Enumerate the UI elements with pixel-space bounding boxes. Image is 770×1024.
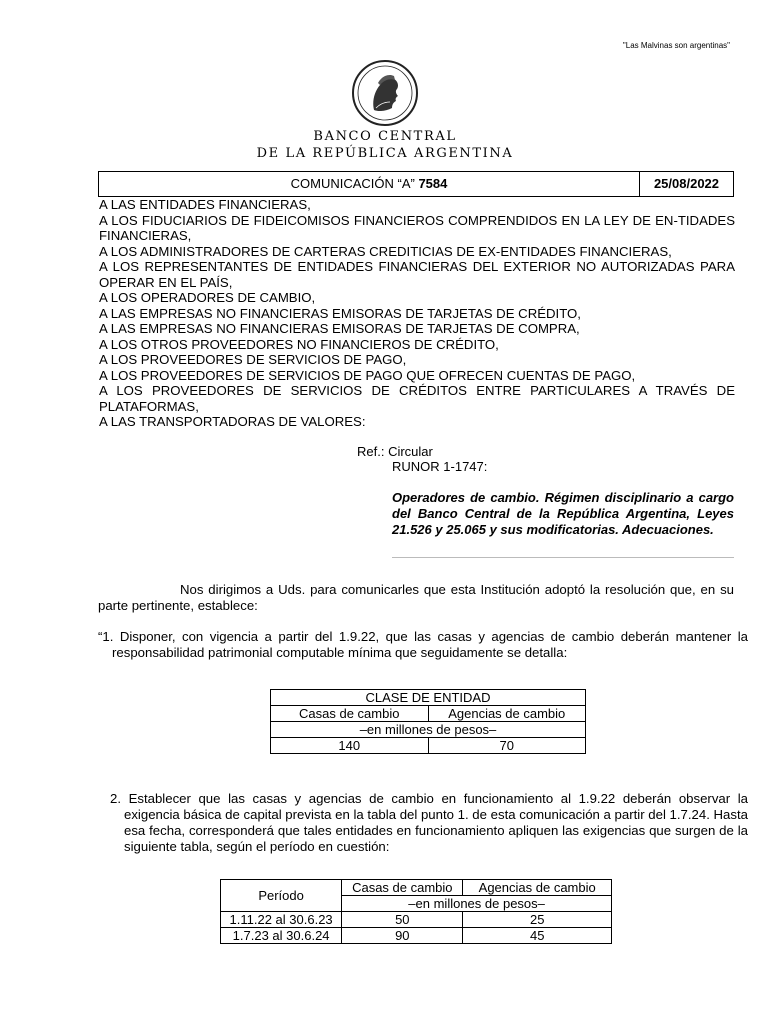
reference-title: Operadores de cambio. Régimen disciplinario a cargo del Banco Central de la República Argentina, Leyes 21.526 y 25.065 y sus modificatorias. Adecuaciones. (392, 490, 734, 537)
transition-requirements-table (220, 879, 612, 944)
casas-cell: 50 (342, 912, 463, 928)
recipient-item: A LOS PROVEEDORES DE SERVICIOS DE CRÉDITOS ENTRE PARTICULARES A TRAVÉS DE PLATAFORMAS, (99, 383, 735, 414)
agencias-cell: 45 (463, 928, 612, 944)
period-cell: 1.7.23 al 30.6.24 (221, 928, 342, 944)
recipient-item: A LOS FIDUCIARIOS DE FIDEICOMISOS FINANCIEROS COMPRENDIDOS EN LA LEY DE EN-TIDADES FINANCIERAS, (99, 212, 735, 243)
recipient-item: A LAS ENTIDADES FINANCIERAS, (99, 197, 311, 212)
agencias-cell: 25 (463, 912, 612, 928)
point-1-paragraph: “1. Disponer, con vigencia a partir del 1.9.22, que las casas y agencias de cambio deberán mantener la responsabilidad patrimonial computable mínima que seguidamente se detalla: (98, 629, 748, 660)
casas-cell: 90 (342, 928, 463, 944)
bank-name-line2: DE LA REPÚBLICA ARGENTINA (256, 146, 514, 161)
recipient-item: A LOS OTROS PROVEEDORES NO FINANCIEROS DE CRÉDITO, (99, 336, 499, 352)
recipient-item: A LAS EMPRESAS NO FINANCIERAS EMISORAS DE TARJETAS DE COMPRA, (99, 321, 580, 336)
table-title: CLASE DE ENTIDAD (271, 690, 586, 706)
column-header-agencias: Agencias de cambio (428, 706, 586, 722)
recipient-item: A LAS TRANSPORTADORAS DE VALORES: (99, 414, 366, 429)
recipient-item: A LOS PROVEEDORES DE SERVICIOS DE PAGO, (99, 352, 407, 367)
communication-date: 25/08/2022 (653, 176, 720, 191)
reference-number: RUNOR 1-1747: (392, 459, 488, 474)
value-agencias: 70 (428, 738, 586, 754)
column-header-casas: Casas de cambio (271, 706, 429, 722)
column-header-casas: Casas de cambio (342, 880, 463, 896)
unit-row: –en millones de pesos– (342, 896, 612, 912)
communication-number: 7584 (418, 176, 448, 191)
column-header-period: Período (221, 880, 342, 912)
communication-title (99, 172, 640, 196)
value-casas: 140 (271, 738, 429, 754)
reference-divider (392, 557, 734, 558)
recipients-list (99, 197, 735, 430)
motto: "Las Malvinas son argentinas" (622, 41, 730, 50)
recipient-item: A LOS ADMINISTRADORES DE CARTERAS CREDITICIAS DE EX-ENTIDADES FINANCIERAS, (99, 243, 672, 259)
unit-row: –en millones de pesos– (271, 722, 586, 738)
reference-prefix: Ref.: Circular (357, 444, 433, 459)
column-header-agencias: Agencias de cambio (463, 880, 612, 896)
communication-header (98, 171, 734, 197)
point-2-paragraph: 2. Establecer que las casas y agencias de cambio en funcionamiento al 1.9.22 deberán observar la exigencia básica de capital prevista en la tabla del punto 1. de esta comunicación a partir del 1.7.24. Hasta esa fecha, corresponderá que tales entidades en funcionamiento apliquen las exigencias que surgen de la siguiente tabla, según el período en cuestión: (110, 791, 748, 854)
recipient-item: A LOS OPERADORES DE CAMBIO, (99, 290, 316, 305)
period-cell: 1.11.22 al 30.6.23 (221, 912, 342, 928)
capital-requirements-table (270, 689, 586, 754)
intro-paragraph: Nos dirigimos a Uds. para comunicarles que esta Institución adoptó la resolución que, en su parte pertinente, establece: (98, 582, 734, 613)
communication-label: COMUNICACIÓN “A” (290, 176, 419, 191)
bcra-seal-icon (350, 58, 420, 128)
recipient-item: A LOS PROVEEDORES DE SERVICIOS DE PAGO QUE OFRECEN CUENTAS DE PAGO, (99, 367, 636, 383)
table-row (221, 912, 612, 928)
recipient-item: A LOS REPRESENTANTES DE ENTIDADES FINANCIERAS DEL EXTERIOR NO AUTORIZADAS PARA OPERAR EN EL PAÍS, (99, 259, 735, 290)
bank-name-line1: BANCO CENTRAL (313, 129, 457, 144)
recipient-item: A LAS EMPRESAS NO FINANCIERAS EMISORAS DE TARJETAS DE CRÉDITO, (99, 305, 581, 321)
table-row (221, 928, 612, 944)
